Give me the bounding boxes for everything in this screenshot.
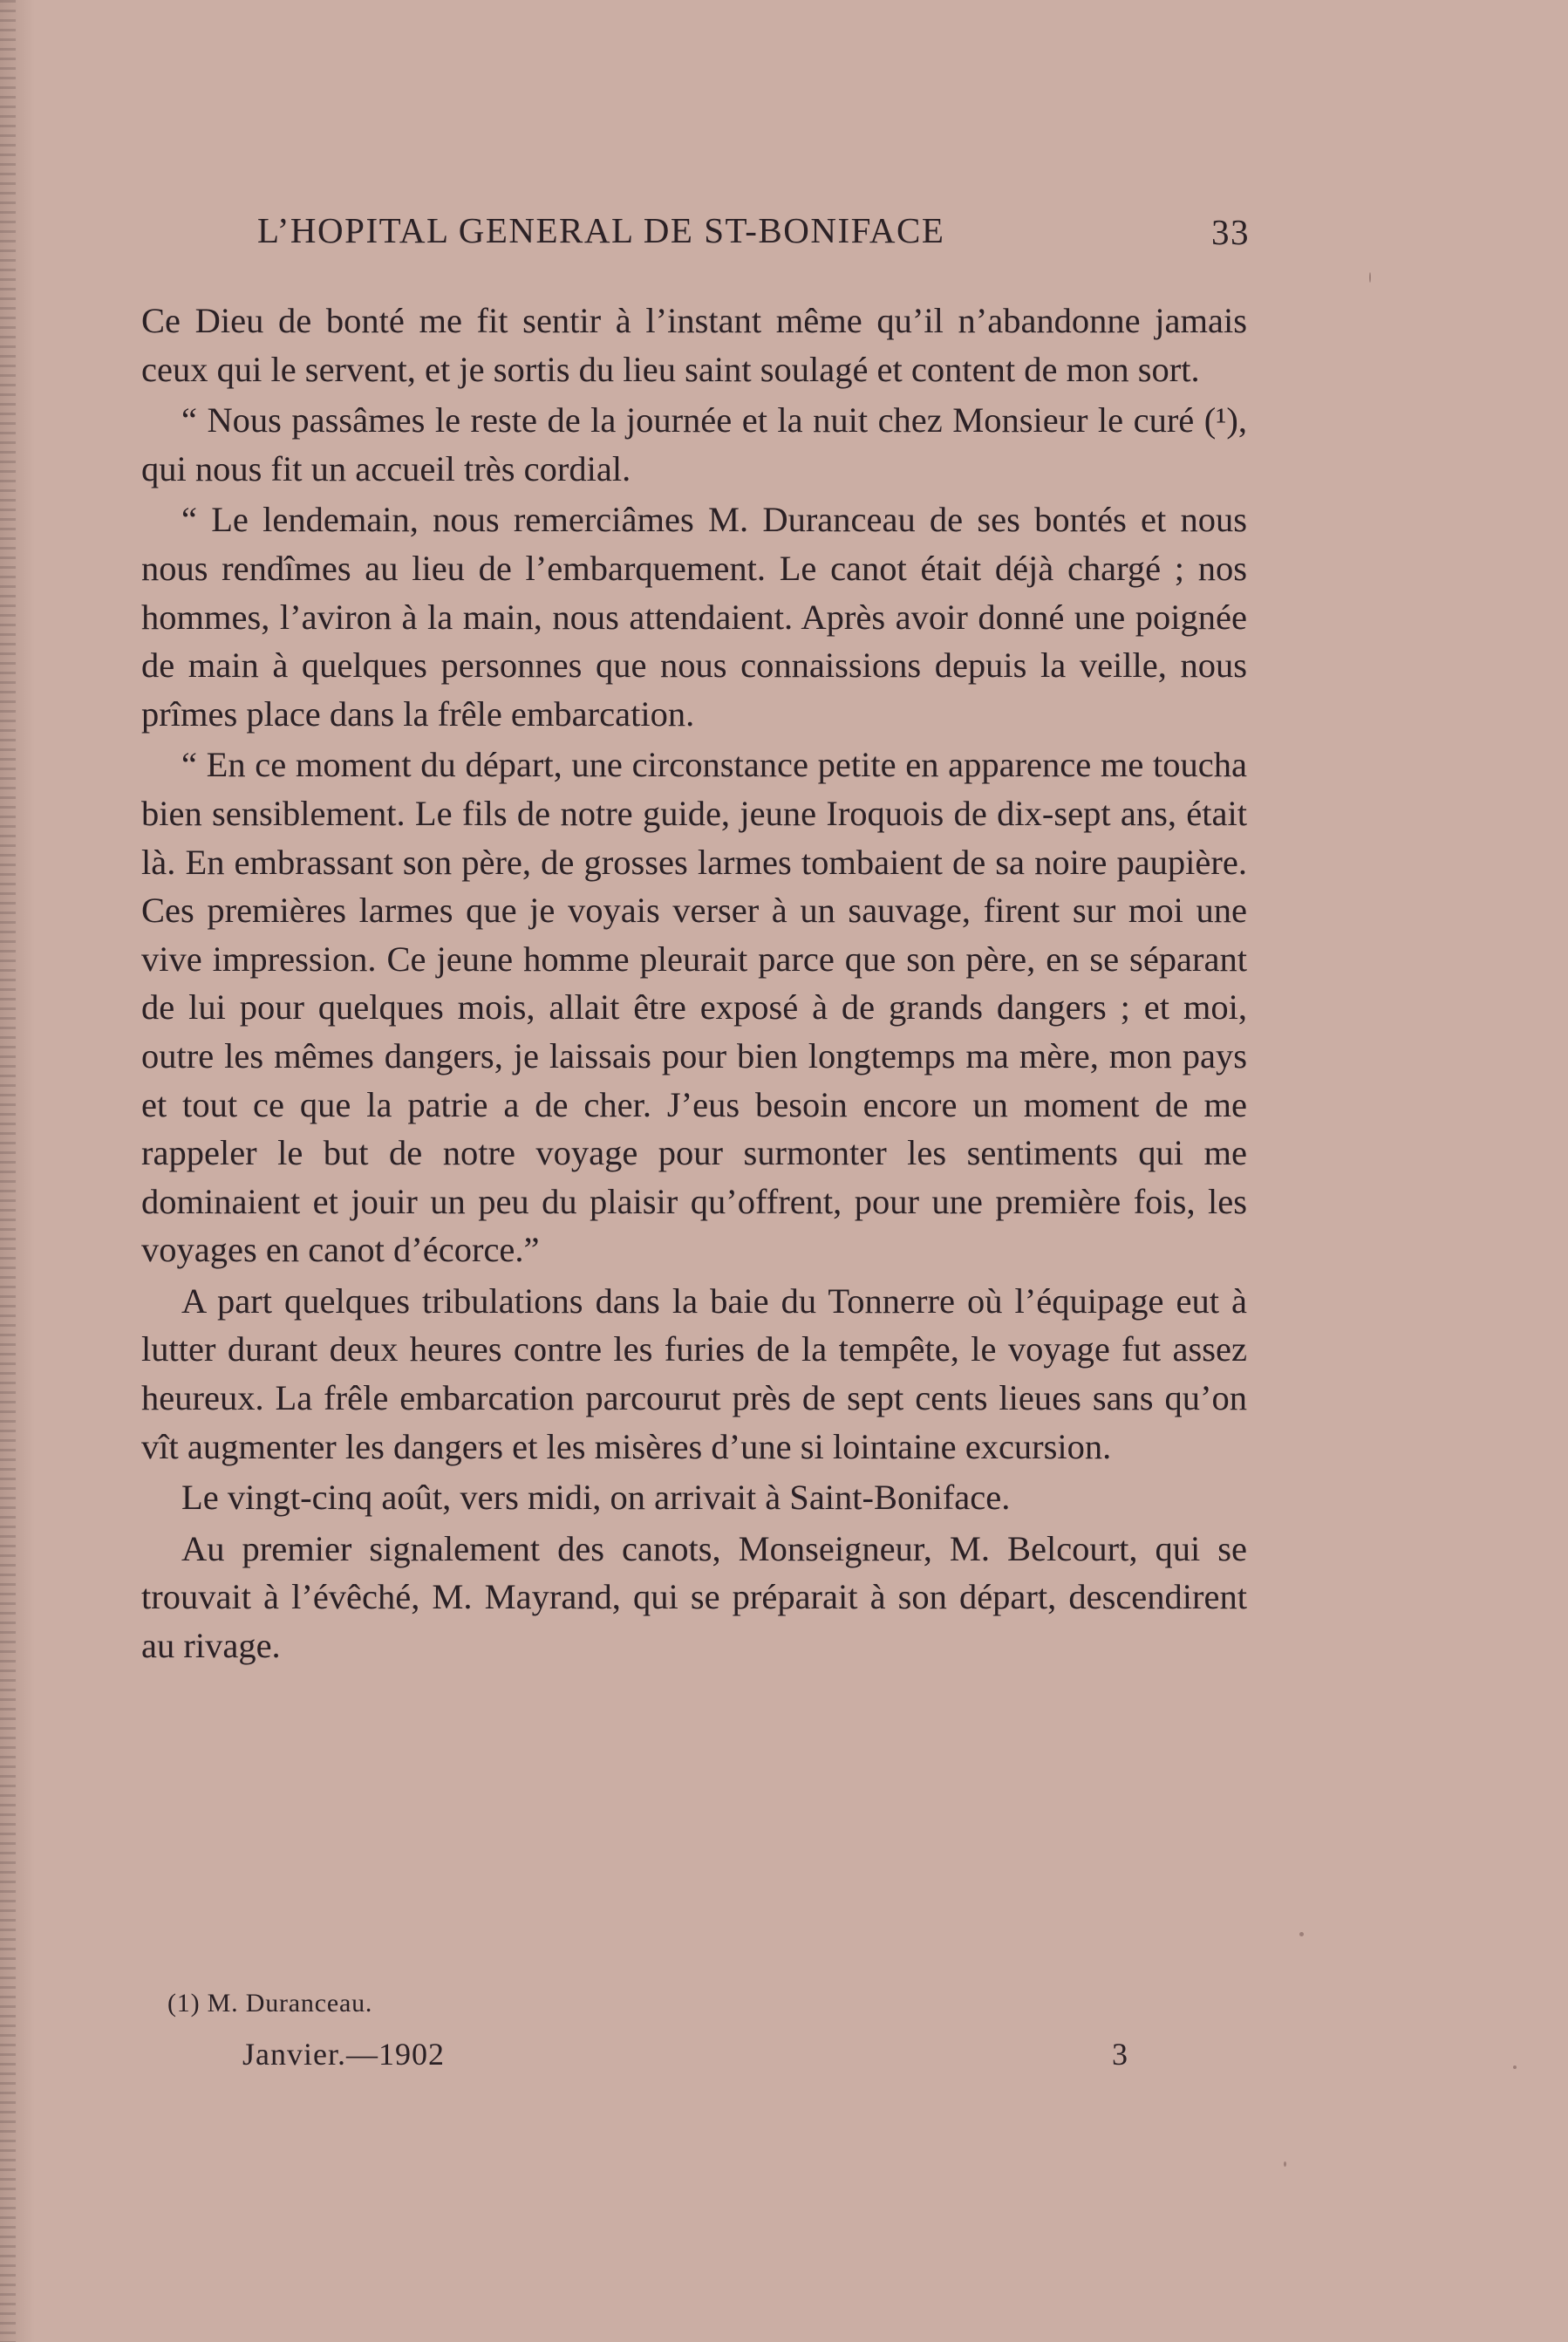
paper-speck [1369,272,1371,283]
signature-line [242,2036,1149,2074]
paragraph: Le vingt-cinq août, vers midi, on arrivait à Saint-Boniface. [181,1478,1011,1518]
body-text [141,297,1247,1673]
page-number: 33 [1211,212,1250,252]
paragraph: Au premier signalement des canots, Monseigneur, M. Belcourt, qui se trouvait à l’évêché, M. Mayrand, qui se préparait à son départ, descendirent au rivage. [141,1528,1247,1666]
paragraph: A part quelques tribulations dans la baie du Tonnerre où l’équipage eut à lutter durant deux heures contre les furies de la tempête, le voyage fut assez heureux. La frêle embarcation parcourut près de sept cents lieues sans qu’on vît augmenter les dangers et les misères d’une si lointaine excursion. [141,1280,1247,1466]
binding-shadow [0,0,16,2342]
footnote: (1) M. Duranceau. [167,1989,373,2018]
paragraph: “ Nous passâmes le reste de la journée et la nuit chez Monsieur le curé (¹), qui nous fit un accueil très cordial. [141,400,1247,488]
running-head-title: L’HOPITAL GENERAL DE ST-BONIFACE [257,210,945,250]
paper-speck [1513,2065,1517,2069]
signature-label: Janvier.—1902 [242,2037,445,2072]
paper-speck [1284,2161,1286,2167]
signature-number: 3 [1112,2037,1128,2072]
paragraph: “ Le lendemain, nous remerciâmes M. Duranceau de ses bontés et nous nous rendîmes au lieu de l’embarquement. Le canot était déjà chargé ; nos hommes, l’aviron à la main, nous attendaient. Après avoir donné une poignée de main à quelques personnes que nous connaissions depuis la veille, nous prîmes place dans la frêle embarcation. [141,500,1247,734]
paragraph: “ En ce moment du départ, une circonstance petite en apparence me toucha bien sensiblement. Le fils de notre guide, jeune Iroquois de dix-sept ans, était là. En embrassant son père, de grosses larmes tombaient de sa noire paupière. Ces premières larmes que je voyais verser à un sauvage, firent sur moi une vive impression. Ce jeune homme pleurait parce que son père, en se séparant de lui pour quelques mois, allait être exposé à de grands dangers ; et moi, outre les mêmes dangers, je laissais pour bien longtemps ma mère, mon pays et tout ce que la patrie a de cher. J’eus besoin encore un moment de me rappeler le but de notre voyage pour surmonter les sentiments qui me dominaient et jouir un peu du plaisir qu’offrent, pour une première fois, les voyages en canot d’écorce.” [141,745,1247,1270]
paper-speck [1299,1932,1304,1936]
running-head [253,209,1254,255]
paragraph: Ce Dieu de bonté me fit sentir à l’instant même qu’il n’abandonne jamais ceux qui le servent, et je sortis du lieu saint soulagé et content de mon sort. [141,301,1247,389]
